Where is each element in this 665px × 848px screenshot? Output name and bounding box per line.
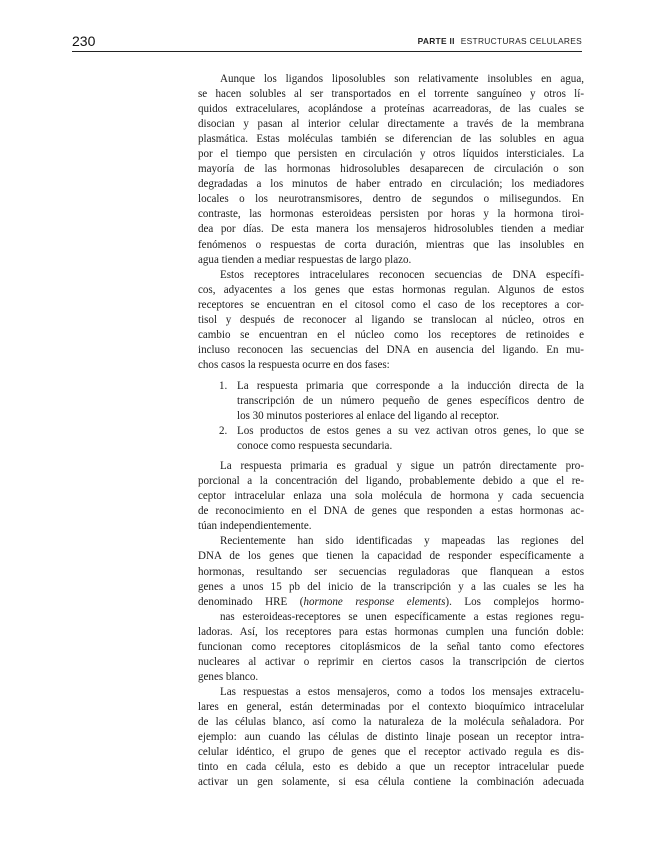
text-line: genes blanco. [198, 670, 259, 683]
text-line: ejemplo: aun cuando las células de distinto linaje posean un receptor intra- [198, 731, 584, 744]
numbered-list [198, 379, 584, 454]
text-line: plasmática. Estas moléculas también se diferencian de las solubles en agua [198, 133, 584, 146]
text-line: Recientemente han sido identificadas y mapeadas las regiones del [220, 535, 584, 548]
paragraph-lines [198, 534, 584, 594]
text-line: cos, adyacentes a los genes que estas hormonas regulan. Algunos de estos [198, 283, 584, 296]
list-item-text [198, 424, 584, 454]
text-line: Las respuestas a estos mensajeros, como a todos los mensajes extracelu- [220, 685, 584, 698]
text-line: receptores se encuentran en el citosol como el caso de los receptores a cor- [198, 298, 584, 311]
text-line: La respuesta primaria que corresponde a la inducción directa de la [237, 379, 584, 392]
text-line: agua tienden a mediar respuestas de largo plazo. [198, 253, 412, 266]
text-line [198, 595, 584, 610]
paragraph [198, 72, 584, 268]
hre-prefix: denominado HRE ( [198, 595, 304, 608]
hre-suffix: ). Los complejos hormo- [445, 595, 585, 608]
text-line: transcripción de un número pequeño de genes específicos dentro de [237, 394, 584, 407]
text-line: incluso reconocen las secuencias del DNA en ausencia del ligando. En mu- [198, 343, 584, 356]
text-line: Aunque los ligandos liposolubles son relativamente insolubles en agua, [220, 73, 584, 85]
text-line: activar un gen solamente, si esa célula contiene la combinación adecuada [198, 776, 584, 789]
section-title: ESTRUCTURAS CELULARES [460, 36, 582, 46]
text-line: conoce como respuesta secundaria. [237, 440, 393, 453]
text-line: contraste, las hormonas esteroideas persisten por horas y la hormona tiroi- [198, 208, 584, 221]
text-line: nucleares al activar o reprimir en ciertos casos la transcripción de ciertos [198, 655, 584, 668]
text-line: funcionan como receptores citoplásmicos de la señal tanto como efectores [198, 640, 584, 653]
running-head [418, 36, 582, 46]
paragraph [198, 685, 584, 790]
list-item [198, 424, 584, 454]
list-item-number: 1. [219, 379, 228, 392]
text-line: dea por días. De esta manera los mensajeros hidrosolubles tienden a mediar [198, 223, 584, 236]
text-line: genes a unos 15 pb del inicio de la transcripción y a las cuales se les ha [198, 580, 584, 593]
text-line: porcional a la concentración del ligando, probablemente debido a que el re- [198, 475, 584, 488]
text-line: lares en general, están determinadas por el contexto bioquímico intracelular [198, 700, 584, 713]
text-line: de reconocimiento en el DNA de genes que responden a estas hormonas ac- [198, 505, 584, 518]
text-line: DNA de los genes que tienen la capacidad de responder específicamente a [198, 550, 584, 563]
text-line: Los productos de estos genes a su vez activan otros genes, lo que se [237, 425, 584, 438]
page-header [72, 33, 582, 52]
text-line: tisol y después de reconocer al ligando se translocan al núcleo, otros en [198, 313, 584, 326]
part-label: PARTE II [417, 36, 455, 46]
text-line: locales o los neurotransmisores, dentro de segundos o milisegundos. En [198, 193, 584, 206]
text-line: disocian y pasan al interior celular directamente a través de la membrana [198, 118, 584, 131]
text-line: fenómenos o respuestas de corta duración, mientras que las insolubles en [198, 238, 584, 251]
text-line: mayoría de las hormonas hidrosolubles desaparecen de circulación o son [198, 163, 584, 176]
text-line: nas esteroideas-receptores se unen específicamente a estas regiones regu- [220, 610, 584, 623]
text-line: Estos receptores intracelulares reconocen secuencias de DNA específi- [220, 268, 584, 281]
text-line: túan independientemente. [198, 520, 312, 533]
text-line: por el tiempo que persisten en circulación y otros líquidos intersticiales. La [198, 148, 584, 161]
text-line: se hacen solubles al ser transportados en el torrente sanguíneo y otros lí- [198, 88, 584, 101]
text-line: ceptor intracelular enlaza una sola molécula de hormona y cada secuencia [198, 490, 584, 503]
text-line: chos casos la respuesta ocurre en dos fases: [198, 358, 390, 371]
list-item-text [198, 379, 584, 424]
text-line: La respuesta primaria es gradual y sigue un patrón directamente pro- [220, 460, 584, 473]
paragraph-lines [198, 610, 584, 685]
paragraph [198, 534, 584, 684]
list-item-number: 2. [219, 425, 228, 438]
text-line: los 30 minutos posteriores al enlace del ligando al receptor. [237, 410, 499, 423]
list-item [198, 379, 584, 424]
text-line: hormonas, resultando ser secuencias reguladoras que flanquean a estos [198, 565, 584, 578]
text-line: degradadas a los minutos de haber entrado en circulación; los mediadores [198, 178, 584, 191]
text-line: cambio se encuentran en el núcleo como los receptores de retinoides e [198, 328, 584, 341]
text-line: ladoras. Así, los receptores para estas hormonas cumplen una función doble: [198, 625, 584, 638]
text-line: celular idéntico, el grupo de genes que el receptor activado regula es dis- [198, 746, 584, 759]
text-line: de las células blanco, así como la naturaleza de la molécula señaladora. Por [198, 715, 584, 728]
paragraph [198, 459, 584, 534]
text-line: quidos extracelulares, acoplándose a proteínas acarreadoras, de las cuales se [198, 103, 584, 116]
hre-italic: hormone response elements [303, 595, 446, 608]
paragraph [198, 268, 584, 373]
page-number: 230 [72, 33, 96, 49]
text-line: tinto en cada célula, esto es debido a que un receptor intracelular puede [198, 761, 584, 774]
body-text [198, 72, 584, 790]
